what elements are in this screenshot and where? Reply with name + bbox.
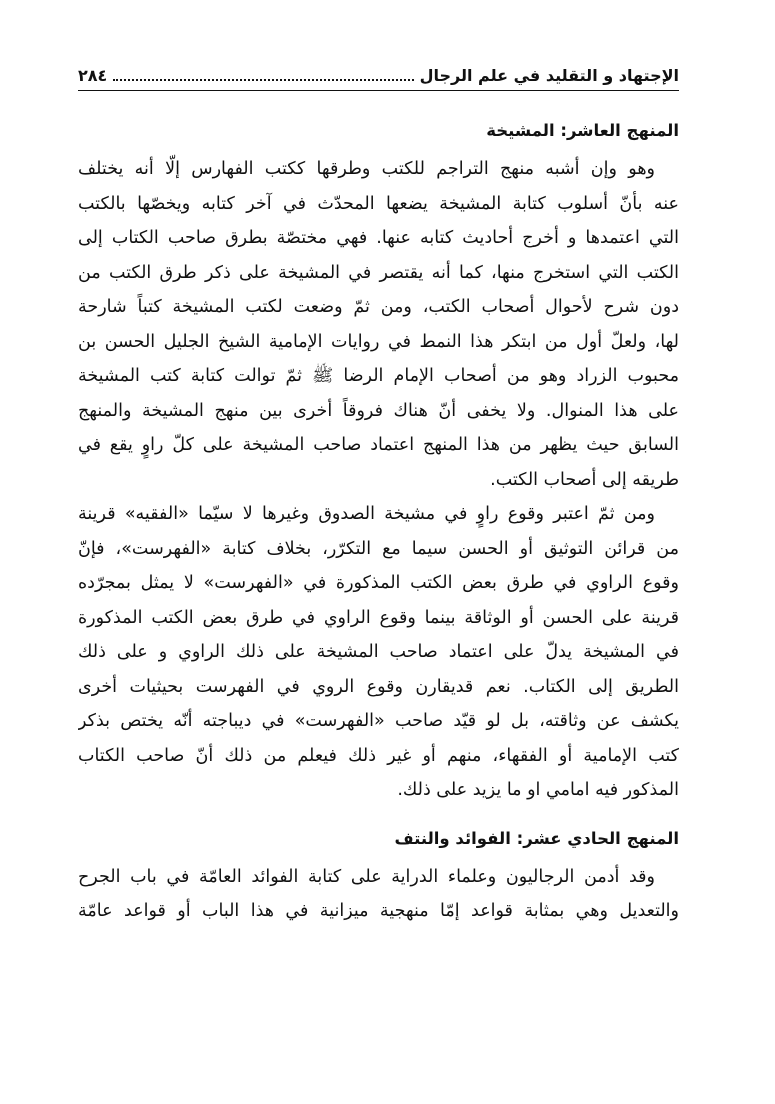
text-line: طريقه إلى أصحاب الكتب. <box>490 469 679 490</box>
text-line: المذكور فيه امامي او ما يزيد على ذلك. <box>397 780 679 800</box>
dotted-leader <box>113 79 413 81</box>
text-line: في المشيخة يدلّ على اعتماد صاحب المشيخة على ذلك الراوي و على ذلك <box>78 642 679 662</box>
text-line: وهو وإن أشبه منهج التراجم للكتب وطرقها ككتب الفهارس إلّا أنه يختلف <box>78 159 655 179</box>
text-line: الكتب التي استخرج منها، كما أنه يقتصر في المشيخة على ذكر طرق الكتب من <box>78 262 679 283</box>
text-line: ومن ثمّ اعتبر وقوع راوٍ في مشيخة الصدوق وغيرها لا سيّما «الفقيه» قرينة <box>78 504 655 524</box>
text-line: لها، ولعلّ أول من ابتكر هذا النمط في روايات الإمامية الشيخ الجليل الحسن بن <box>78 331 679 352</box>
text-line: السابق حيث يظهر من هذا المنهج اعتماد صاحب المشيخة على كلّ راوٍ يقع في <box>78 435 679 455</box>
paragraph <box>78 152 679 497</box>
section-heading-10: المنهج العاشر: المشيخة <box>486 121 679 140</box>
text-line: وقوع الراوي في طرق بعض الكتب المذكورة في «الفهرست» لا يمثل بمجرّده <box>78 573 679 593</box>
text-line: من قرائن التوثيق أو الحسن سيما مع التكرّر، بخلاف كتابة «الفهرست»، فإنّ <box>78 538 679 559</box>
running-header <box>78 62 679 91</box>
paragraph <box>78 860 679 929</box>
text-line: عنه بأنّ أسلوب كتابة المشيخة يضعها المحدّث في آخر كتابه ويخصّها بالكتب <box>78 193 679 214</box>
text-line: دون شرح لأحوال أصحاب الكتب، ومن ثمّ وضعت لكتب المشيخة كتباً شارحة <box>78 297 679 317</box>
text-line: على هذا المنوال. ولا يخفى أنّ هناك فروقاً أخرى بين منهج المشيخة والمنهج <box>78 400 679 421</box>
text-line: وقد أدمن الرجاليون وعلماء الدراية على كتابة الفوائد العامّة في باب الجرح <box>78 866 655 887</box>
running-title: الإجتهاد و التقليد في علم الرجال <box>419 66 679 85</box>
text-line: الطريق إلى الكتاب. نعم قديقارن وقوع الروي في الفهرست بحيثيات أخرى <box>78 676 679 697</box>
text-line: والتعديل وهي بمثابة قواعد إمّا منهجية ميزانية في هذا الباب أو قواعد عامّة <box>78 901 679 921</box>
text-line: قرينة على الحسن أو الوثاقة بينما وقوع الراوي في طرق بعض الكتب المذكورة <box>78 607 679 628</box>
text-line: يكشف عن وثاقته، بل لو قيّد صاحب «الفهرست» في ديباجته أنّه يختص بذكر <box>78 711 679 731</box>
text-line: محبوب الزراد وهو من أصحاب الإمام الرضا ﷺ ثمّ توالت كتابة كتب المشيخة <box>78 366 679 386</box>
text-line: التي اعتمدها و أخرج أحاديث كتابه عنها. فهي مختصّة بطرق صاحب الكتاب إلى <box>78 228 679 248</box>
text-line: كتب الإمامية أو الفقهاء، منهم أو غير ذلك فيعلم من ذلك أنّ صاحب الكتاب <box>78 745 679 766</box>
page-number: ٢٨٤ <box>78 66 108 85</box>
section-heading-11: المنهج الحادي عشر: الفوائد والنتف <box>394 828 679 848</box>
page-body <box>78 110 679 929</box>
paragraph <box>78 497 679 808</box>
